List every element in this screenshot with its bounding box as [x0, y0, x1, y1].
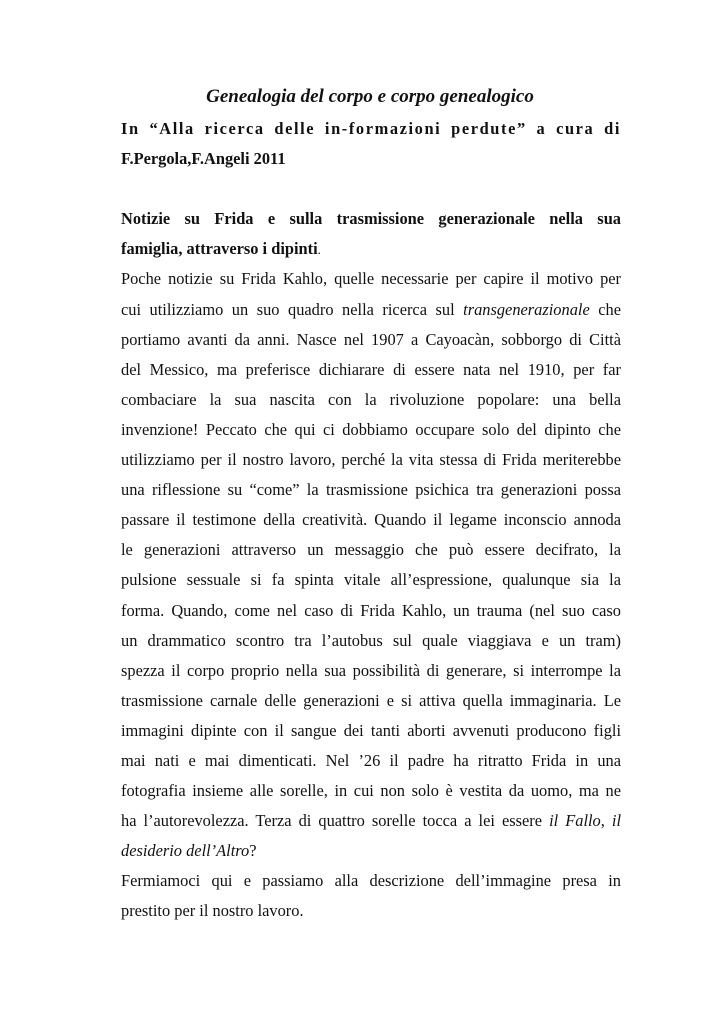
blank-line [121, 174, 621, 204]
body-italic-text: transgenerazionale [463, 299, 590, 319]
body-line-14: spezza il corpo proprio nella sua possibilità di generare, si interrompe la [121, 660, 621, 680]
body-line-1: Poche notizie su Frida Kahlo, quelle necessarie per capire il motivo per [121, 269, 621, 289]
body-line-8: una riflessione su “come” la trasmissione psichica tra generazioni possa [121, 480, 621, 500]
reference-line-1: In “Alla ricerca delle in-formazioni perdute” a cura di [121, 119, 621, 138]
body-text: che [589, 299, 622, 319]
body-line-3: portiamo avanti da anni. Nasce nel 1907 a Cayoacàn, sobborgo di Città [121, 329, 621, 349]
body-line-21: Fermiamoci qui e passiamo alla descrizione dell’immagine presa in [121, 871, 621, 891]
body-line-19 [121, 806, 621, 836]
body-line-4: del Messico, ma preferisce dichiarare di essere nata nel 1910, per far [121, 359, 621, 379]
reference-line-2: F.Pergola,F.Angeli 2011 [121, 149, 286, 169]
section-heading-line-1: Notizie su Frida e sulla trasmissione generazionale nella sua [121, 209, 621, 229]
body-line-15: trasmissione carnale delle generazioni e si attiva quella immaginaria. Le [121, 690, 621, 710]
body-line-17: mai nati e mai dimenticati. Nel ’26 il padre ha ritratto Frida in una [121, 750, 621, 770]
body-text: ? [249, 841, 257, 861]
body-line-18: fotografia insieme alle sorelle, in cui non solo è vestita da uomo, ma ne [121, 781, 621, 801]
document-title: Genealogia del corpo e corpo genealogico [206, 86, 534, 107]
body-line-10: le generazioni attraverso un messaggio che può essere decifrato, la [121, 540, 621, 560]
body-text: , [600, 811, 612, 831]
body-line-11: pulsione sessuale si fa spinta vitale all’espressione, qualunque sia la [121, 570, 621, 590]
section-heading-text: famiglia, attraverso i dipinti [121, 239, 318, 259]
body-line-12: forma. Quando, come nel caso di Frida Kahlo, un trauma (nel suo caso [121, 600, 621, 620]
section-heading-line-2 [121, 234, 621, 264]
body-text: cui utilizziamo un suo quadro nella ricerca sul [121, 299, 464, 319]
body-line-16: immagini dipinte con il sangue dei tanti aborti avvenuti producono figli [121, 720, 621, 740]
body-line-20 [121, 836, 621, 866]
body-italic-text: desiderio dell’Altro [121, 841, 250, 861]
body-line-9: passare il testimone della creatività. Quando il legame inconscio annoda [121, 510, 621, 530]
body-line-13: un drammatico scontro tra l’autobus sul quale viaggiava e un tram) [121, 630, 621, 650]
body-line-5: combaciare la sua nascita con la rivoluzione popolare: una bella [121, 389, 621, 409]
body-italic-text: il [611, 811, 622, 831]
body-line-6: invenzione! Peccato che qui ci dobbiamo occupare solo del dipinto che [121, 419, 621, 439]
body-text: ha l’autorevolezza. Terza di quattro sorelle tocca a lei essere [121, 811, 550, 831]
body-italic-text: il Fallo [549, 811, 601, 831]
body-line-7: utilizziamo per il nostro lavoro, perché la vita stessa di Frida meriterebbe [121, 450, 621, 470]
body-line-22: prestito per il nostro lavoro. [121, 901, 304, 921]
document-page [121, 82, 621, 927]
body-line-2 [121, 295, 621, 325]
section-heading-period: . [317, 242, 321, 258]
